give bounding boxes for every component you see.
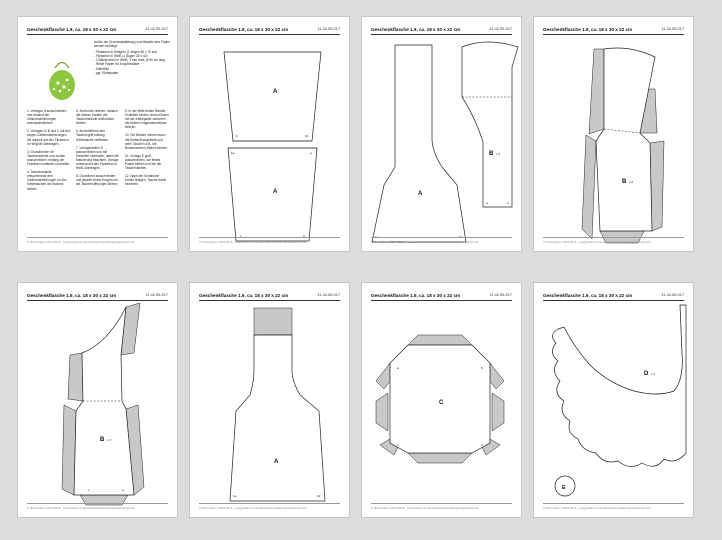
glue-tab xyxy=(254,308,292,335)
page-footer: © Ilma Dotter, 2014-2016 - crazypatterns.net/de/shop/ilmadotter/geraeteschmuck xyxy=(27,240,135,244)
page-title: Geschenkflasche 1.9, ca. 18 x 30 x 22 cm xyxy=(199,293,289,298)
piece-label: E xyxy=(562,485,566,491)
glue-tab xyxy=(589,49,604,134)
steps-column-3 xyxy=(125,109,169,191)
page-title: Geschenkflasche 1.9, ca. 18 x 30 x 22 cm xyxy=(199,27,289,32)
materials-list xyxy=(94,40,170,75)
mark-label: 1a xyxy=(375,235,379,239)
piece-count: x 2 xyxy=(651,372,656,376)
page-footer: © Ilma Dotter, 2014-2016 - crazypatterns.net/de/shop/ilmadotter/geraeteschmuck xyxy=(371,240,479,244)
page-8 xyxy=(533,282,694,518)
step-text: 12. Nach der Schablone Kreise fertigen, Tasche damit beziehen. xyxy=(125,174,167,187)
glue-tab xyxy=(68,353,83,401)
page-title: Geschenkflasche 1.9, ca. 18 x 30 x 22 cm xyxy=(27,293,117,298)
mark-label: b xyxy=(481,366,483,370)
footer-rule xyxy=(543,503,684,504)
page-code: 11-42-55-017 xyxy=(317,27,340,31)
glue-tab xyxy=(490,363,504,389)
piece-label: B xyxy=(489,151,494,157)
page-2 xyxy=(189,16,350,252)
pattern-sheet xyxy=(18,283,178,518)
page-code: 11-42-55-017 xyxy=(489,27,512,31)
glue-tab xyxy=(582,135,596,239)
page-code: 11-42-55-017 xyxy=(145,293,168,297)
footer-rule xyxy=(543,237,684,238)
mark-label: a xyxy=(397,366,399,370)
piece-label: D xyxy=(644,371,649,377)
page-footer: © Ilma Dotter, 2014-2016 - crazypatterns.net/de/shop/ilmadotter/geraeteschmuck xyxy=(371,506,479,510)
page-code: 11-42-55-017 xyxy=(661,27,684,31)
pattern-sheet xyxy=(534,17,694,252)
step-text: 11. Vorlage E groß ausschneiden, auf festes Papier kleben und bei der Taschenkleben. xyxy=(125,153,162,171)
mark-label: a xyxy=(486,201,488,205)
mark-label: c xyxy=(397,443,399,447)
materials-heading: Außer der Grundausstattung (zum Basteln aus Papier werden benötigt: xyxy=(94,40,171,49)
page-title: Geschenkflasche 1.9, ca. 18 x 30 x 22 cm xyxy=(371,293,461,298)
page-title: Geschenkflasche 1.9, ca. 18 x 30 x 22 cm xyxy=(543,27,633,32)
footer-rule xyxy=(27,503,168,504)
mark-label: d xyxy=(481,443,483,447)
page-title: Geschenkflasche 1.9, ca. 18 x 30 x 22 cm xyxy=(27,27,117,32)
page-footer: © Ilma Dotter, 2014-2016 - crazypatterns.net/de/shop/ilmadotter/geraeteschmuck xyxy=(543,506,651,510)
mark-label: c xyxy=(88,488,90,492)
page-footer: © Ilma Dotter, 2014-2016 - crazypatterns.net/de/shop/ilmadotter/geraeteschmuck xyxy=(199,506,307,510)
page-7 xyxy=(361,282,522,518)
step-text: 8. Grundform ausschneiden und jeweils einem Kragen um die Taschenöffnungen kleben. xyxy=(76,174,119,187)
mark-label: b xyxy=(236,134,238,138)
material-item: - Klebefilm xyxy=(94,66,110,71)
glue-tab xyxy=(492,393,504,431)
glue-tab xyxy=(62,405,76,495)
piece-label: B xyxy=(100,437,105,443)
page-code: 11-42-55-017 xyxy=(317,293,340,297)
piece-b xyxy=(462,42,518,207)
page-6 xyxy=(189,282,350,518)
piece-count: x 2 xyxy=(107,438,112,442)
mark-label: c xyxy=(240,234,242,238)
material-item: - Filzkarton in Hellgrün (1 Bogen 50 x 70 cm) xyxy=(94,50,158,55)
piece-c xyxy=(390,345,490,453)
mark-label: d xyxy=(303,234,305,238)
footer-rule xyxy=(371,503,512,504)
glue-tab xyxy=(376,393,388,431)
footer-rule xyxy=(27,237,168,238)
step-text: 9. In der Mitte beider Bänder Schleifen binden, deren Enden mit der Klebepaste zwischen die beiden Kragenabschlüsse fixieren. xyxy=(125,109,169,130)
page-3 xyxy=(361,16,522,252)
page-4 xyxy=(533,16,694,252)
piece-count: x 2 xyxy=(496,152,501,156)
steps-column-2 xyxy=(76,109,120,191)
piece-label: A xyxy=(418,191,423,197)
glue-tab xyxy=(376,363,390,389)
mark-label: 1b xyxy=(305,134,309,138)
material-item: - ggf. Klebepaste xyxy=(94,70,119,75)
step-text: 3. Grundformen für Taschenwände und -boden ausschneiden, entlang der Falzlinien vorfalzen und falten. xyxy=(27,149,71,167)
step-text: 5. Zuerst die unteren, danach die oberen Kanten der Taschenwände aneinander kleben. xyxy=(76,109,118,126)
mark-label: a xyxy=(310,151,312,155)
step-text: 10. Die Bänder können auch mit Klebeoff angeklebt und beim Taschen a.B. mit Bunsenahmen-Stanzt werden. xyxy=(125,133,168,150)
step-text: 4. Taschenwände entsprechend den Zahlenmarkierungen an den Klebelaschen der Bodens kleben. xyxy=(27,170,67,191)
step-text: 1. Vorlagen A ausschneiden und anhand der Zahlenmarkierungen aneinanderkleben. xyxy=(27,109,67,126)
piece-a-long xyxy=(372,45,466,242)
page-code: 11-42-55-017 xyxy=(661,293,684,297)
page-5 xyxy=(17,282,178,518)
piece-label: A xyxy=(273,89,278,95)
pattern-sheet xyxy=(362,283,522,518)
glue-tab xyxy=(650,141,664,231)
piece-a-long xyxy=(230,335,325,501)
piece-a-top xyxy=(224,52,321,141)
page-code: 11-42-55-017 xyxy=(145,27,168,31)
footer-rule xyxy=(199,503,340,504)
steps-column-1 xyxy=(27,109,71,195)
footer-rule xyxy=(371,237,512,238)
glue-tab xyxy=(408,453,472,463)
piece-label: A xyxy=(273,189,278,195)
piece-b xyxy=(596,48,655,231)
mark-label: b xyxy=(507,201,509,205)
step-text: 6. Anschließend den Taschengriff entlang Klebelasche verkleben. xyxy=(76,129,109,142)
piece-label: B xyxy=(622,179,627,185)
page-footer: © Ilma Dotter, 2014-2016 - crazypatterns.net/de/shop/ilmadotter/geraeteschmuck xyxy=(27,506,135,510)
page-code: 11-42-55-017 xyxy=(489,293,512,297)
mark-label: 1a xyxy=(231,151,235,155)
footer-rule xyxy=(199,237,340,238)
mark-label: 1b xyxy=(459,235,463,239)
pattern-sheet xyxy=(362,17,522,252)
piece-d-collar xyxy=(552,305,686,467)
step-text: 7. Vorlagenteilen D ausschneiden und mit Klebefilm verbinden, dabei die Markierung beachten. Vorlage zweimal auf den Filzkarton in Weiß übertragen. xyxy=(76,145,119,171)
mark-label: 1a xyxy=(233,494,237,498)
page-title: Geschenkflasche 1.9, ca. 18 x 30 x 22 cm xyxy=(543,293,633,298)
page-1-instructions xyxy=(17,16,178,252)
material-item: - Reste Papier für Knopfbesätze xyxy=(94,62,140,67)
material-item: - 2 Bänderchen in Weiß, 3 mm breit, je 60 cm lang xyxy=(94,58,165,63)
pattern-sheet xyxy=(190,17,350,252)
mark-label: d xyxy=(122,488,124,492)
page-footer: © Ilma Dotter, 2014-2016 - crazypatterns.net/de/shop/ilmadotter/geraeteschmuck xyxy=(543,240,651,244)
piece-count: x 2 xyxy=(629,180,634,184)
glue-tab xyxy=(408,335,472,345)
piece-label: A xyxy=(274,459,279,465)
piece-label: C xyxy=(439,400,444,406)
step-text: 2. Vorlagen A, B und C mit den zeigen Zahlenmarkierungen als doppelt auf den Filzkarton in Hellgrün übertragen. xyxy=(27,129,71,146)
mark-label: 1b xyxy=(317,494,321,498)
pattern-sheet xyxy=(534,283,694,518)
material-item: - Filzkarton in Weiß (1 Bogen 30 x 42) xyxy=(94,54,148,59)
page-footer: © Ilma Dotter, 2014-2016 - crazypatterns.net/de/shop/ilmadotter/geraeteschmuck xyxy=(199,240,307,244)
page-title: Geschenkflasche 1.9, ca. 18 x 30 x 22 cm xyxy=(371,27,461,32)
pattern-sheet xyxy=(190,283,350,518)
